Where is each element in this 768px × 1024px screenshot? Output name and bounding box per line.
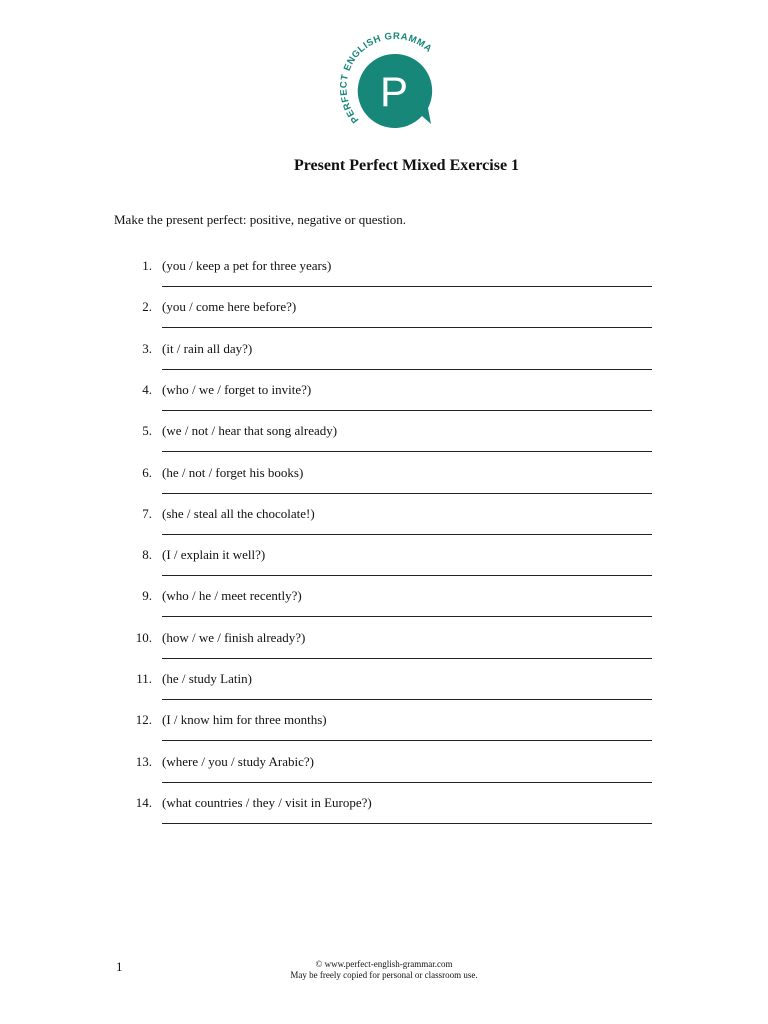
exercise-item — [0, 754, 768, 794]
answer-line[interactable] — [162, 327, 652, 328]
exercise-prompt: (who / he / meet recently?) — [162, 588, 302, 604]
exercise-number: 11. — [136, 671, 152, 686]
exercise-item — [0, 382, 768, 422]
answer-line[interactable] — [162, 575, 652, 576]
answer-line[interactable] — [162, 369, 652, 370]
answer-line[interactable] — [162, 740, 652, 741]
exercise-prompt: (I / explain it well?) — [162, 547, 266, 563]
exercise-prompt: (who / we / forget to invite?) — [162, 381, 312, 397]
answer-line[interactable] — [162, 658, 652, 659]
logo-ring-text: PERFECT ENGLISH GRAMMA — [338, 30, 435, 126]
exercise-prompt: (I / know him for three months) — [162, 712, 327, 728]
exercise-number: 3. — [142, 340, 152, 356]
exercise-item — [0, 341, 768, 381]
exercise-number: 5. — [142, 423, 152, 439]
exercise-prompt: (you / come here before?) — [162, 299, 297, 315]
exercise-number: 2. — [142, 299, 152, 315]
exercise-prompt: (he / not / forget his books) — [162, 464, 304, 480]
answer-line[interactable] — [162, 451, 652, 452]
exercise-number: 4. — [142, 381, 152, 397]
footer-website: © www.perfect-english-grammar.com — [315, 959, 453, 969]
footer-notice: May be freely copied for personal or classroom use. — [290, 970, 478, 980]
exercise-item — [0, 506, 768, 546]
page-title: Present Perfect Mixed Exercise 1 — [293, 157, 520, 174]
instructions: Make the present perfect: positive, negative or question. — [114, 212, 407, 227]
answer-line[interactable] — [162, 782, 652, 783]
exercise-number: 6. — [142, 464, 152, 480]
exercise-number: 12. — [135, 712, 152, 728]
answer-line[interactable] — [162, 534, 652, 535]
exercise-prompt: (how / we / finish already?) — [162, 629, 306, 645]
answer-line[interactable] — [162, 616, 652, 617]
answer-line[interactable] — [162, 286, 652, 287]
exercise-prompt: (what countries / they / visit in Europe?) — [162, 794, 372, 810]
answer-line[interactable] — [162, 410, 652, 411]
answer-line[interactable] — [162, 493, 652, 494]
exercise-number: 14. — [135, 794, 152, 810]
exercise-prompt: (he / study Latin) — [162, 671, 252, 686]
exercise-prompt: (it / rain all day?) — [162, 340, 253, 356]
exercise-prompt: (she / steal all the chocolate!) — [162, 505, 315, 521]
answer-line[interactable] — [162, 699, 652, 700]
exercise-number: 7. — [142, 505, 152, 521]
exercise-item — [0, 630, 768, 670]
exercise-item — [0, 465, 768, 505]
exercise-item — [0, 795, 768, 835]
exercise-item — [0, 712, 768, 752]
exercise-number: 1. — [142, 258, 152, 273]
exercise-number: 13. — [135, 753, 152, 769]
exercise-number: 9. — [142, 588, 152, 604]
answer-line[interactable] — [162, 823, 652, 824]
exercise-item — [0, 299, 768, 339]
exercise-item — [0, 547, 768, 587]
logo-letter: P — [379, 68, 409, 115]
exercise-prompt: (you / keep a pet for three years) — [162, 258, 332, 273]
exercise-prompt: (where / you / study Arabic?) — [162, 753, 314, 769]
exercise-item — [0, 588, 768, 628]
page-number: 1 — [116, 959, 123, 974]
exercise-number: 10. — [135, 629, 152, 645]
exercise-number: 8. — [142, 547, 152, 563]
exercise-item — [0, 258, 768, 298]
exercise-item — [0, 423, 768, 463]
exercise-item — [0, 671, 768, 711]
footer — [226, 959, 542, 981]
exercise-prompt: (we / not / hear that song already) — [162, 423, 338, 439]
